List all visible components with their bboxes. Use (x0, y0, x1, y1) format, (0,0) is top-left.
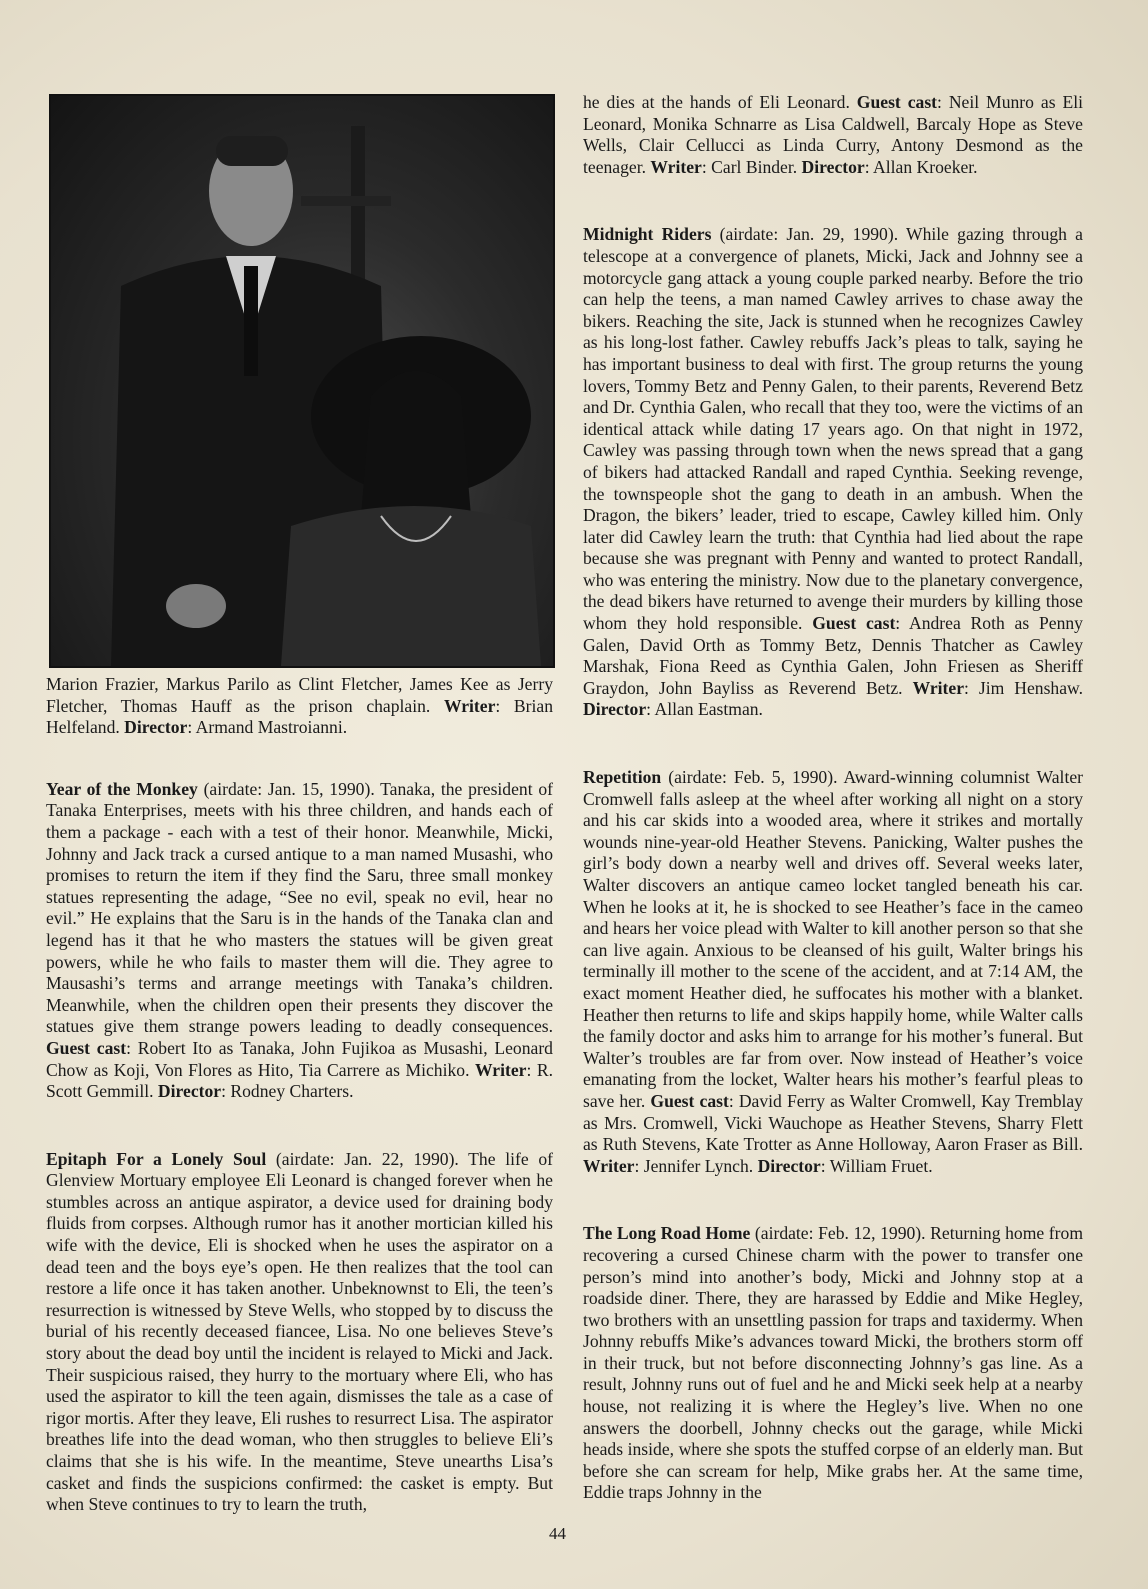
director: : Allan Eastman. (646, 699, 763, 720)
episode-midnight-riders (583, 224, 1083, 721)
episode-synopsis: (airdate: Feb. 12, 1990). Returning home from recovering a cursed Chinese charm with the power to transfer one person’s mind into another’s body, Micki and Johnny stop at a roadside diner. There, they are harassed by Eddie and Mike Hegley, two brothers with an unsettling passion for traps and taxidermy. When Johnny rebuffs Mike’s advances toward Micki, the brothers storm off in their truck, but not before disconnecting Johnny’s gas line. As a result, Johnny runs out of fuel and he and Micki seek help at a nearby house, not realizing it is where the Hegley’s live. When no one answers the doorbell, Johnny checks out the garage, while Micki heads inside, where she spots the stuffed corpse of an elderly man. But before she can scream for help, Mike grabs her. At the same time, Eddie traps Johnny in the (583, 1223, 1084, 1503)
episode-title: Midnight Riders (583, 224, 712, 245)
writer-label: Writer (912, 677, 965, 698)
photo-caption (46, 674, 553, 739)
director: : William Fruet. (820, 1155, 933, 1176)
director: : Allan Kroeker. (864, 156, 978, 177)
episode-title: Epitaph For a Lonely Soul (46, 1148, 267, 1169)
episode-the-long-road-home (583, 1223, 1083, 1504)
writer-label: Writer (475, 1059, 527, 1080)
episode-repetition (583, 767, 1083, 1177)
caption-director: : Armand Mastroianni. (187, 717, 348, 738)
right-column (583, 92, 1083, 1504)
episode-synopsis: (airdate: Jan. 22, 1990). The life of Glenview Mortuary employee Eli Leonard is changed forever when he stumbles across an antique aspirator, a device used for draining body fluids from corpses. Although rumor has it another mortician killed his wife with the device, Eli is shocked when he uses the aspirator on a dead teen and the boys eye’s open. He then realizes that the tool can restore a life once it has taken another. Unbeknownst to Eli, the teen’s resurrection is witnessed by Steve Wells, who stopped by to discuss the burial of his recently deceased fiancee, Lisa. No one believes Steve’s story about the dead boy until the incident is relayed to Micki and Jack. Their suspicious raised, they hurry to the mortuary where Eli, who has used the aspirator to kill the teen again, dismisses the tale as a case of rigor mortis. After they leave, Eli rushes to resurrect Lisa. The aspirator breathes life into the dead woman, who then struggles to believe Eli’s claims that she is his wife. In the meantime, Steve unearths Lisa’s casket and finds the suspicions confirmed: the casket is empty. But when Steve continues to try to learn the truth, (46, 1148, 553, 1515)
writer: : Jennifer Lynch. (634, 1155, 758, 1176)
director-label: Director (757, 1155, 821, 1176)
episode-title: The Long Road Home (583, 1223, 751, 1244)
caption-text: Marion Frazier, Markus Parilo as Clint Fletcher, James Kee as Jerry Fletcher, Thomas Hauff as the prison chaplain. (46, 674, 553, 716)
guest-cast-label: Guest cast (812, 613, 896, 634)
page-number: 44 (549, 1524, 566, 1543)
writer-label: Writer (583, 1155, 635, 1176)
episode-title: Repetition (583, 767, 662, 788)
left-column (46, 94, 553, 1516)
episode-synopsis: (airdate: Feb. 5, 1990). Award-winning columnist Walter Cromwell falls asleep at the wheel after working all night on a story and his car skids into a wooded area, where it strikes and mortally wounds nine-year-old Heather Stevens. Panicking, Walter pushes the girl’s body down a nearby well and drives off. Several weeks later, Walter discovers an antique cameo locket tangled beneath his car. When he looks at it, he is shocked to see Heather’s face in the cameo and hears her voice plead with Walter to kill another person so that she can live again. Anxious to be cleansed of his guilt, Walter brings his terminally ill mother to the scene of the accident, and at 7:14 AM, the exact moment Heather died, he suffocates his mother with a blanket. Heather then returns to life and skips happily home, while Walter calls the family doctor and asks him to arrange for his mother’s funeral. But Walter’s troubles are far from over. Now instead of Heather’s voice emanating from the locket, Walter hears his mother’s fearful pleas to save her. (583, 767, 1083, 1111)
caption-director-label: Director (124, 717, 188, 738)
episode-synopsis: he dies at the hands of Eli Leonard. (583, 92, 857, 112)
writer-label: Writer (650, 156, 702, 177)
guest-cast-label: Guest cast (46, 1037, 127, 1058)
guest-cast: : David Ferry as Walter Cromwell, Kay Tremblay as Mrs. Cromwell, Vicki Wauchope as Heather Stevens, Sharry Flett as Ruth Stevens, Kate Trotter as Anne Holloway, Aaron Fraser as Bill. (583, 1090, 1083, 1155)
director-label: Director (157, 1081, 222, 1102)
director-label: Director (801, 156, 865, 177)
photo-illustration (51, 96, 553, 666)
guest-cast: : Neil Munro as Eli Leonard, Monika Schnarre as Lisa Caldwell, Barcaly Hope as Steve Wells, Clair Cellucci as Linda Curry, Antony Desmond as the teenager. (583, 92, 1083, 177)
writer: : Carl Binder. (701, 156, 802, 177)
writer: : R. Scott Gemmill. (46, 1059, 554, 1102)
guest-cast: : Robert Ito as Tanaka, John Fujikoa as Musashi, Leonard Chow as Koji, Von Flores as Hito, Tia Carrere as Michiko. (46, 1037, 553, 1080)
guest-cast-label: Guest cast (856, 92, 938, 112)
episode-synopsis: (airdate: Jan. 15, 1990). Tanaka, the president of Tanaka Enterprises, meets with his three children, and hands each of them a package - each with a test of their honor. Meanwhile, Micki, Johnny and Jack track a cursed antique to a man named Musashi, who promises to return the item if they find the Saru, three small monkey statues representing the adage, “See no evil, speak no evil, hear no evil.” He explains that the Saru is in the hands of the Tanaka clan and legend has it that he who masters the statues will be given great powers, while he who fails to master them will die. They agree to Mausashi’s terms and arrange meetings with Tanaka’s children. Meanwhile, when the children open their presents they discover the statues give them strange powers leading to deadly consequences. (46, 778, 554, 1037)
episode-epitaph-continued (583, 92, 1083, 178)
episode-year-of-the-monkey (46, 779, 553, 1103)
photo-still (49, 94, 555, 668)
guest-cast-label: Guest cast (650, 1090, 729, 1111)
director-label: Director (583, 699, 647, 720)
caption-writer-label: Writer (443, 695, 496, 716)
episode-title: Year of the Monkey (46, 778, 198, 799)
episode-synopsis: (airdate: Jan. 29, 1990). While gazing through a telescope at a convergence of planets, Micki, Jack and Johnny see a motorcycle gang attack a young couple parked nearby. Before the trio can help the teens, a man named Cawley arrives to chase away the bikers. Reaching the site, Jack is stunned when he recognizes Cawley as his long-lost father. Cawley rebuffs Jack’s pleas to talk, saying he has important business to deal with first. The group returns the young lovers, Tommy Betz and Penny Galen, to their parents, Reverend Betz and Dr. Cynthia Galen, who recall that they too, were the victims of an identical attack while dating 17 years ago. On that night in 1972, Cawley was passing through town when the news spread that a gang of bikers had attacked Randall and raped Cynthia. Seeking revenge, the townspeople shot the gang to death in an ambush. When the Dragon, the bikers’ leader, tried to escape, Cawley killed him. Only later did Cawley learn the truth: that Cynthia had lied about the rape because she was pregnant with Penny and wanted to protect Randall, who was entering the ministry. Now due to the planetary convergence, the dead bikers have returned to avenge their murders by killing those whom they hold responsible. (583, 224, 1083, 634)
writer: : Jim Henshaw. (964, 677, 1083, 698)
director: : Rodney Charters. (221, 1081, 354, 1102)
episode-epitaph-for-a-lonely-soul (46, 1149, 553, 1516)
guest-cast: : Andrea Roth as Penny Galen, David Orth as Tommy Betz, Dennis Thatcher as Cawley Marshak, Fiona Reed as Cynthia Galen, John Friesen as Sheriff Graydon, John Bayliss as Reverend Betz. (583, 613, 1083, 698)
caption-writer: : Brian Helfeland. (46, 695, 554, 738)
